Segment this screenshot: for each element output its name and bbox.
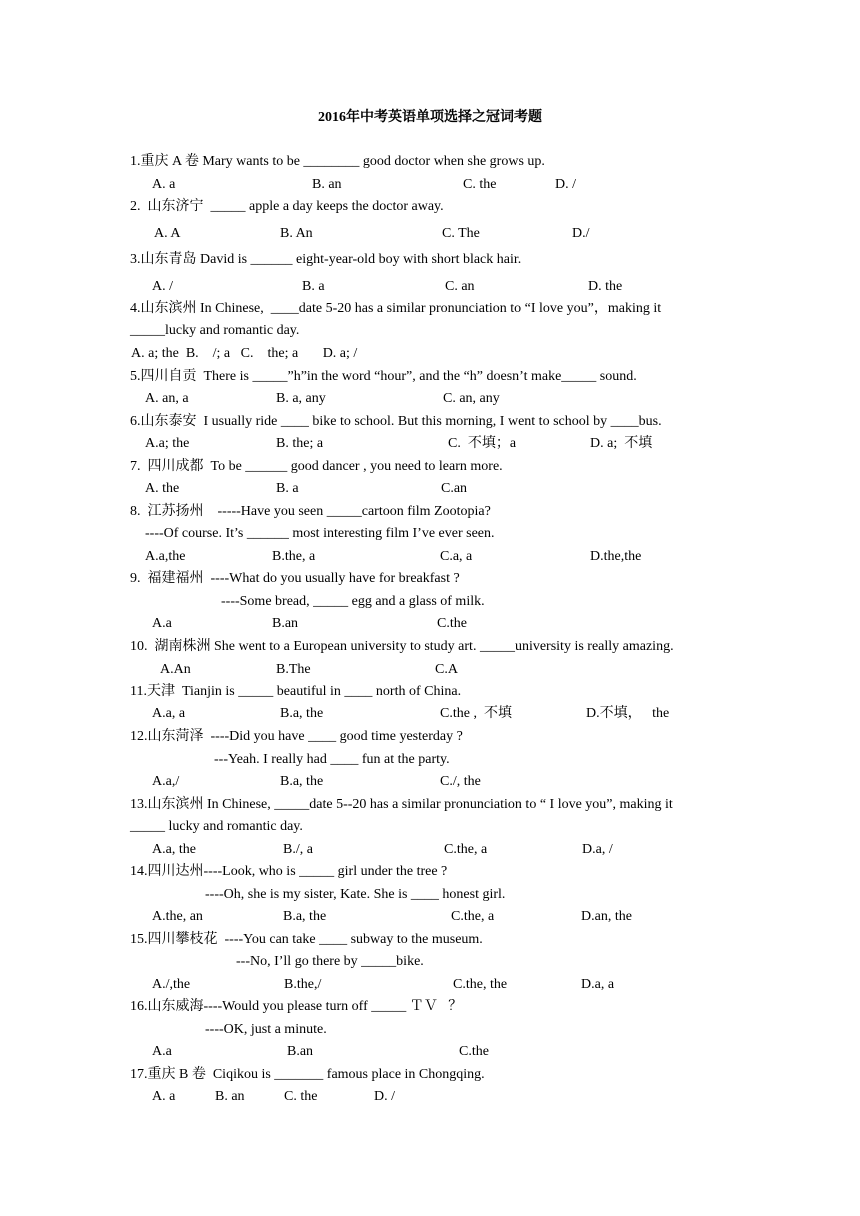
answer-option: C.the, a	[444, 842, 488, 857]
question-stem: 2. 山东济宁 _____ apple a day keeps the doctor away.	[130, 199, 444, 214]
answer-option: A.the, an	[152, 909, 203, 924]
answer-option: C.the, a	[451, 909, 495, 924]
answer-option: C.the , 不填	[440, 706, 512, 721]
question-stem: 7. 四川成都 To be ______ good dancer , you need to learn more.	[130, 459, 503, 474]
question-stem: 1.重庆 A 卷 Mary wants to be ________ good doctor when she grows up.	[130, 154, 545, 169]
answer-option: C.the	[459, 1044, 489, 1059]
question-stem: 15.四川攀枝花 ----You can take ____ subway to the museum.	[130, 932, 483, 947]
answer-option: B.a, the	[280, 774, 324, 789]
question-stem: 8. 江苏扬州 -----Have you seen _____cartoon film Zootopia?	[130, 504, 491, 519]
dialogue-line: ---No, I’ll go there by _____bike.	[236, 954, 424, 969]
dialogue-line: ----Of course. It’s ______ most interesting film I’ve ever seen.	[145, 526, 495, 541]
answer-option: A. /	[152, 279, 173, 294]
answer-option: C.a, a	[440, 549, 473, 564]
dialogue-line: ----Oh, she is my sister, Kate. She is ____ honest girl.	[205, 887, 506, 902]
answer-option: B. the; a	[276, 436, 324, 451]
answer-option: D. /	[374, 1089, 395, 1104]
answer-option: D. a; 不填	[590, 436, 653, 451]
answer-option: A./,the	[152, 977, 191, 992]
answer-option: D./	[572, 226, 590, 241]
question-stem: 16.山东威海----Would you please turn off _____ ＴＶ ？	[130, 999, 463, 1014]
answer-option: B. an	[312, 177, 342, 192]
question-stem: 11.天津 Tianjin is _____ beautiful in ____ north of China.	[130, 684, 462, 699]
question-stem: 14.四川达州----Look, who is _____ girl under the tree ?	[130, 864, 448, 879]
answer-option: C. 不填；a	[448, 436, 517, 451]
answer-option: C.an	[441, 481, 468, 496]
answer-option: B.an	[272, 616, 299, 631]
question-stem: 13.山东滨州 In Chinese, _____date 5--20 has a similar pronunciation to “ I love you”, making it	[130, 797, 673, 812]
question-stem: 17.重庆 B 卷 Ciqikou is _______ famous place in Chongqing.	[130, 1067, 485, 1082]
question-stem: 3.山东青岛 David is ______ eight-year-old boy with short black hair.	[130, 252, 522, 267]
answer-option: C. an	[445, 279, 475, 294]
answer-option: A. a; the B. /; a C. the; a D. a; /	[131, 346, 358, 361]
answer-option: B.The	[276, 662, 311, 677]
answer-option: B.an	[287, 1044, 314, 1059]
answer-option: D. the	[588, 279, 623, 294]
question-stem: 12.山东菏泽 ----Did you have ____ good time yesterday ?	[130, 729, 463, 744]
answer-option: A.a, a	[152, 706, 186, 721]
answer-option: B.a, the	[280, 706, 324, 721]
question-stem: 9. 福建福州 ----What do you usually have for breakfast ?	[130, 571, 460, 586]
answer-option: C.the, the	[453, 977, 508, 992]
answer-option: B.the,/	[284, 977, 322, 992]
answer-option: A. an, a	[145, 391, 189, 406]
answer-option: B. a	[276, 481, 299, 496]
dialogue-line: ---Yeah. I really had ____ fun at the party.	[214, 752, 450, 767]
answer-option: B. a, any	[276, 391, 326, 406]
answer-option: D. /	[555, 177, 576, 192]
question-stem: 10. 湖南株洲 She went to a European university to study art. _____university is really amazing.	[130, 639, 674, 654]
answer-option: A. the	[145, 481, 180, 496]
answer-option: B. a	[302, 279, 325, 294]
answer-option: B.the, a	[272, 549, 316, 564]
answer-option: D.a, /	[582, 842, 613, 857]
answer-option: C. the	[463, 177, 497, 192]
question-stem: _____lucky and romantic day.	[130, 323, 300, 338]
answer-option: B./, a	[283, 842, 313, 857]
answer-option: D.the,the	[590, 549, 642, 564]
answer-option: A.a	[152, 1044, 172, 1059]
answer-option: A.a	[152, 616, 172, 631]
answer-option: A. A	[154, 226, 181, 241]
answer-option: A.a, the	[152, 842, 196, 857]
answer-option: A.An	[160, 662, 191, 677]
answer-option: C. an, any	[443, 391, 500, 406]
dialogue-line: ----Some bread, _____ egg and a glass of milk.	[221, 594, 485, 609]
answer-option: D.不填， the	[586, 706, 670, 721]
answer-option: A.a,/	[152, 774, 180, 789]
answer-option: C./, the	[440, 774, 481, 789]
answer-option: A. a	[152, 1089, 176, 1104]
answer-option: A. a	[152, 177, 176, 192]
question-stem: 5.四川自贡 There is _____”h”in the word “hour”, and the “h” doesn’t make_____ sound.	[130, 369, 637, 384]
answer-option: B.a, the	[283, 909, 327, 924]
question-stem: 4.山东滨州 In Chinese, ____date 5-20 has a similar pronunciation to “I love you”，making it	[130, 301, 662, 316]
answer-option: C. the	[284, 1089, 318, 1104]
answer-option: D.an, the	[581, 909, 632, 924]
answer-option: B. An	[280, 226, 313, 241]
document-title: 2016年中考英语单项选择之冠词考题	[318, 110, 542, 125]
answer-option: C.the	[437, 616, 467, 631]
question-stem: _____ lucky and romantic day.	[130, 819, 303, 834]
answer-option: C.A	[435, 662, 458, 677]
answer-option: A.a; the	[145, 436, 190, 451]
dialogue-line: ----OK, just a minute.	[205, 1022, 327, 1037]
answer-option: D.a, a	[581, 977, 615, 992]
answer-option: C. The	[442, 226, 480, 241]
question-stem: 6.山东泰安 I usually ride ____ bike to school. But this morning, I went to school by ____bus.	[130, 414, 662, 429]
answer-option: B. an	[215, 1089, 245, 1104]
answer-option: A.a,the	[145, 549, 186, 564]
